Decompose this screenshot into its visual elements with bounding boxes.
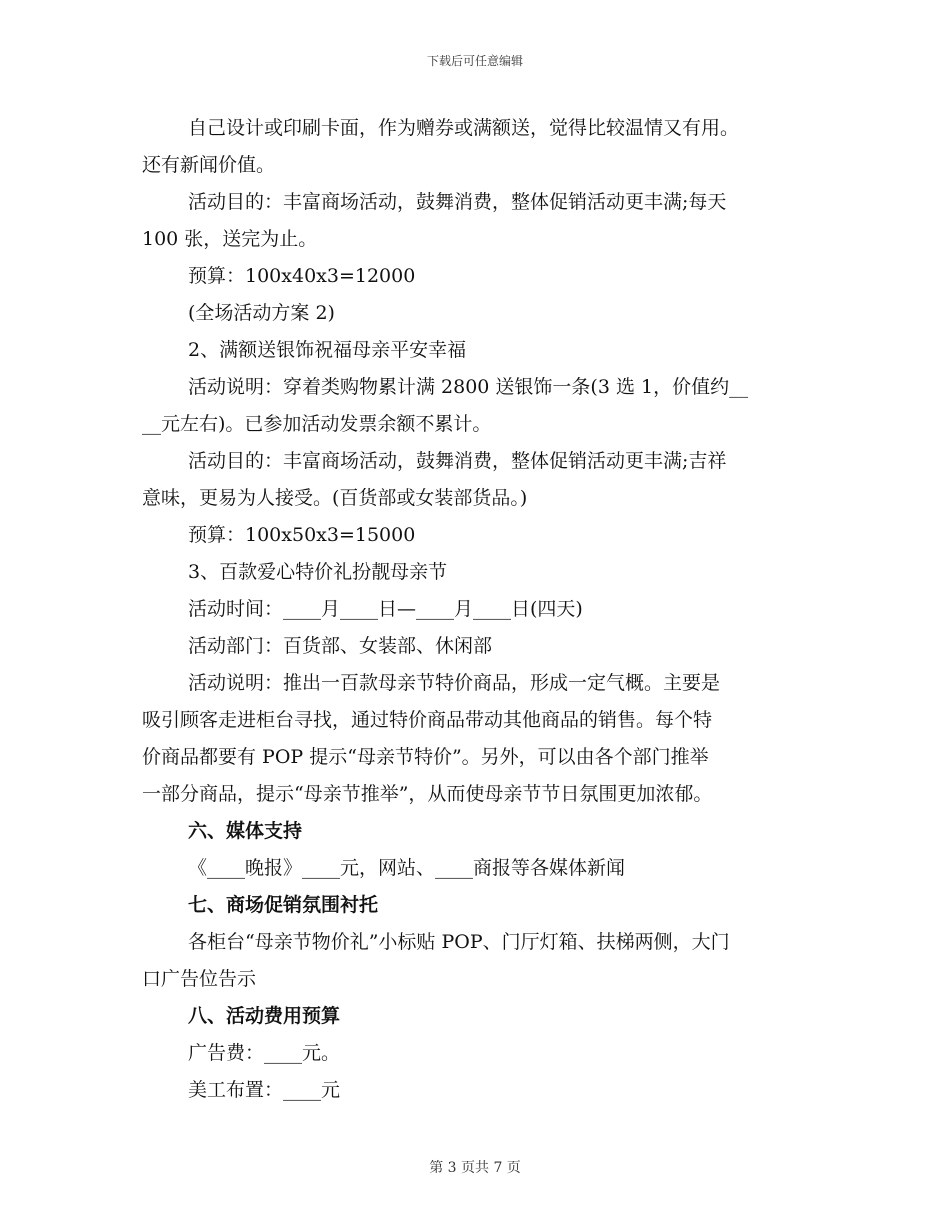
text-line: 100 张，送完为止。 — [142, 228, 318, 250]
text-line: 自己设计或印刷卡面，作为赠券或满额送，觉得比较温情又有用。 — [188, 117, 740, 139]
text-line: 《____晚报》____元，网站、____商报等各媒体新闻 — [188, 857, 626, 879]
text-line: 预算：100x40x3=12000 — [188, 265, 416, 287]
page-footer: 第 3 页共 7 页 — [429, 1160, 521, 1176]
text-line: 活动目的：丰富商场活动，鼓舞消费，整体促销活动更丰满;吉祥 — [188, 450, 727, 472]
text-line: 活动部门：百货部、女装部、休闲部 — [188, 635, 493, 657]
page-header: 下载后可任意编辑 — [426, 54, 523, 68]
text-line: 美工布置：____元 — [188, 1079, 341, 1101]
text-line: 2、满额送银饰祝福母亲平安幸福 — [188, 339, 467, 361]
section-heading: 六、媒体支持 — [188, 820, 303, 842]
text-line: 活动说明：穿着类购物累计满 2800 送银饰一条(3 选 1，价值约__ — [188, 376, 749, 398]
text-line: 价商品都要有 POP 提示“母亲节特价”。另外，可以由各个部门推举 — [142, 746, 709, 768]
text-line: 各柜台“母亲节物价礼”小标贴 POP、门厅灯箱、扶梯两侧，大门 — [188, 931, 730, 953]
text-line: 预算：100x50x3=15000 — [188, 524, 416, 546]
section-heading: 八、活动费用预算 — [188, 1005, 341, 1027]
text-line: 还有新闻价值。 — [142, 154, 276, 176]
text-line: 口广告位告示 — [142, 968, 257, 990]
text-line: __元左右)。已参加活动发票余额不累计。 — [142, 413, 492, 435]
text-line: 意味，更易为人接受。(百货部或女装部货品。) — [142, 487, 528, 509]
text-line: 3、百款爱心特价礼扮靓母亲节 — [188, 561, 448, 583]
document-body — [142, 110, 808, 1109]
text-line: 吸引顾客走进柜台寻找，通过特价商品带动其他商品的销售。每个特 — [142, 709, 713, 731]
text-line: 活动说明：推出一百款母亲节特价商品，形成一定气概。主要是 — [188, 672, 721, 694]
text-line: 广告费：____元。 — [188, 1042, 341, 1064]
text-line: 一部分商品，提示“母亲节推举”，从而使母亲节节日氛围更加浓郁。 — [142, 783, 713, 805]
text-line: 活动目的：丰富商场活动，鼓舞消费，整体促销活动更丰满;每天 — [188, 191, 727, 213]
section-heading: 七、商场促销氛围衬托 — [188, 894, 379, 916]
text-line: (全场活动方案 2) — [188, 302, 335, 324]
text-line: 活动时间：____月____日—____月____日(四天) — [188, 598, 583, 620]
